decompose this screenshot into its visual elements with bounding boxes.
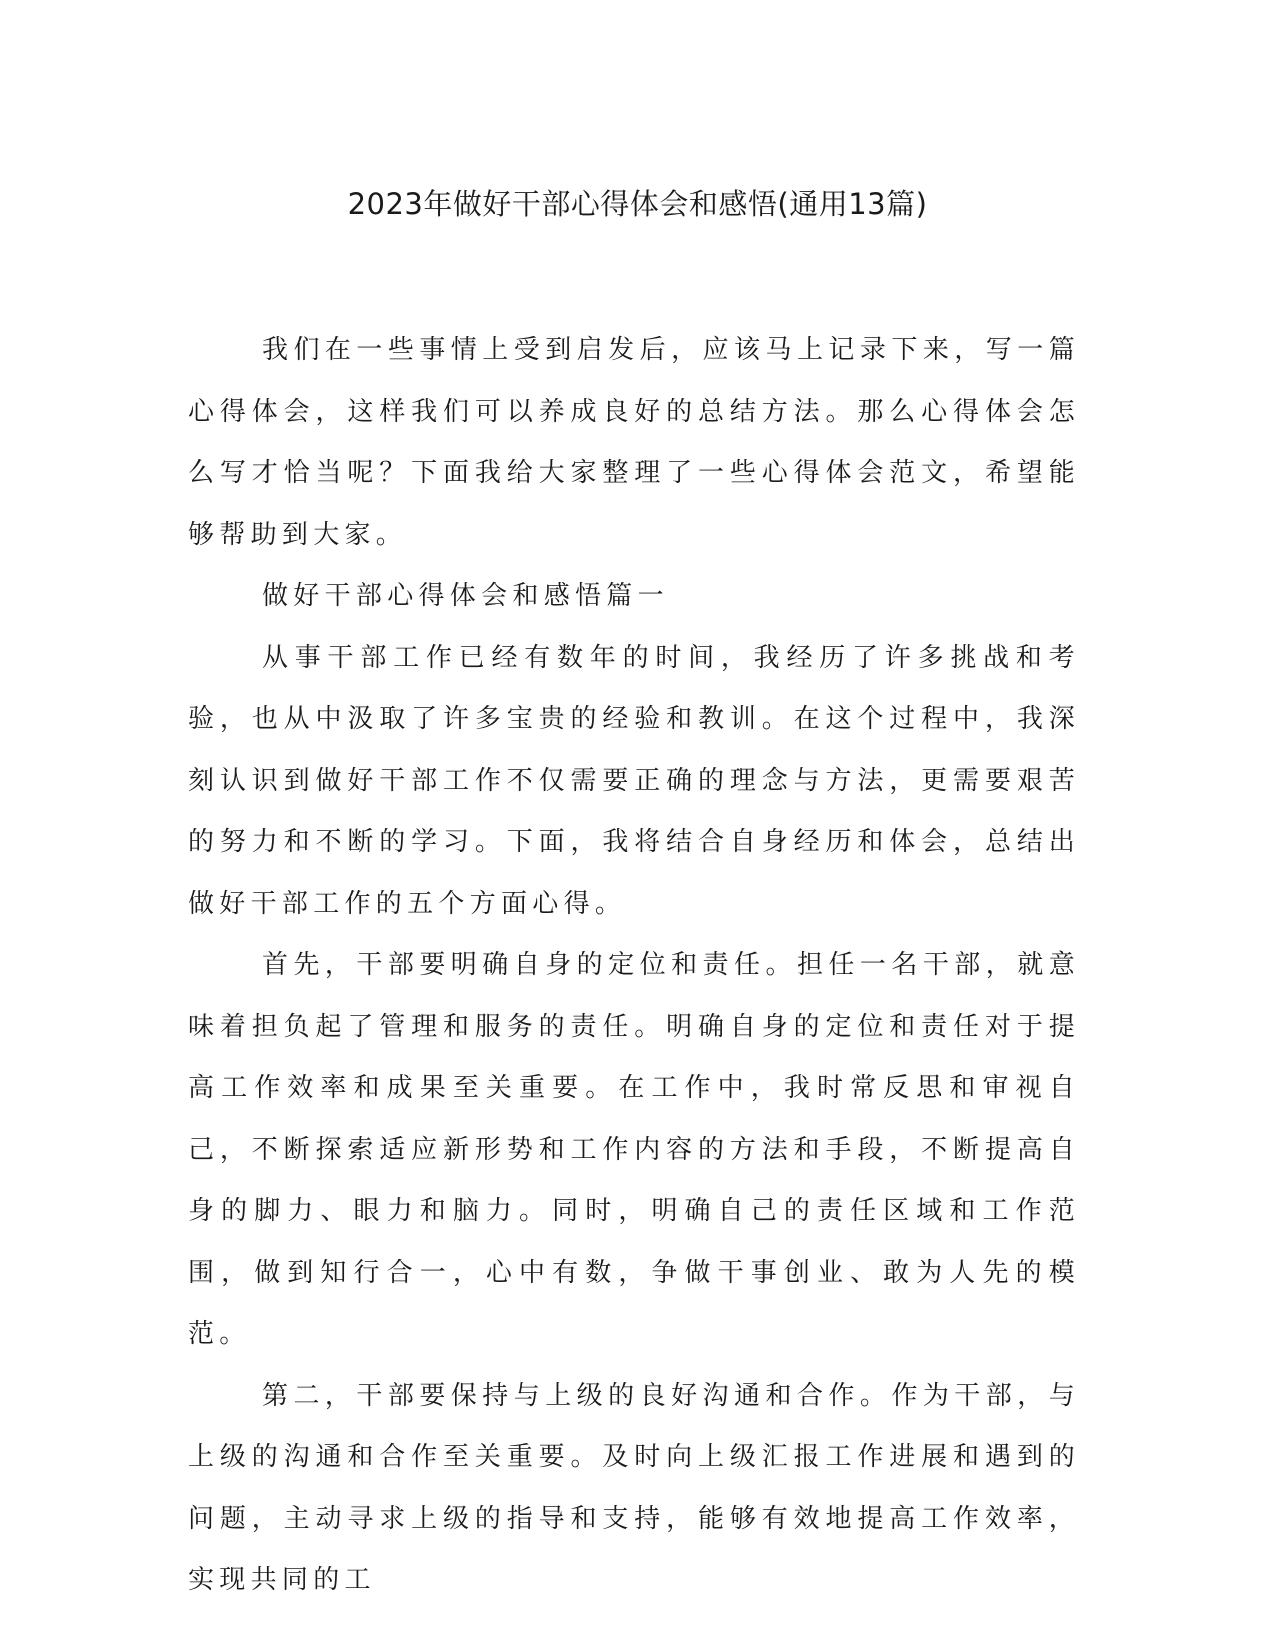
document-title: 2023年做好干部心得体会和感悟(通用13篇) — [347, 187, 928, 221]
body-paragraph: 首先，干部要明确自身的定位和责任。担任一名干部，就意味着担负起了管理和服务的责任。明确自身的定位和责任对于提高工作效率和成果至关重要。在工作中，我时常反思和审视自己，不断探索适应新形势和工作内容的方法和手段，不断提高自身的脚力、眼力和脑力。同时，明确自己的责任区域和工作范围，做到知行合一，心中有数，争做干事创业、敢为人先的模范。 — [188, 950, 1080, 1349]
intro-paragraph: 我们在一些事情上受到启发后，应该马上记录下来，写一篇心得体会，这样我们可以养成良好的总结方法。那么心得体会怎么写才恰当呢？下面我给大家整理了一些心得体会范文，希望能够帮助到大家。 — [188, 335, 1080, 550]
section-heading: 做好干部心得体会和感悟篇一 — [262, 581, 669, 611]
body-paragraph: 从事干部工作已经有数年的时间，我经历了许多挑战和考验，也从中汲取了许多宝贵的经验和教训。在这个过程中，我深刻认识到做好干部工作不仅需要正确的理念与方法，更需要艰苦的努力和不断的学习。下面，我将结合自身经历和体会，总结出做好干部工作的五个方面心得。 — [188, 642, 1080, 919]
document-body — [188, 320, 1080, 1612]
body-paragraph: 第二，干部要保持与上级的良好沟通和合作。作为干部，与上级的沟通和合作至关重要。及时向上级汇报工作进展和遇到的问题，主动寻求上级的指导和支持，能够有效地提高工作效率，实现共同的工 — [188, 1380, 1080, 1595]
